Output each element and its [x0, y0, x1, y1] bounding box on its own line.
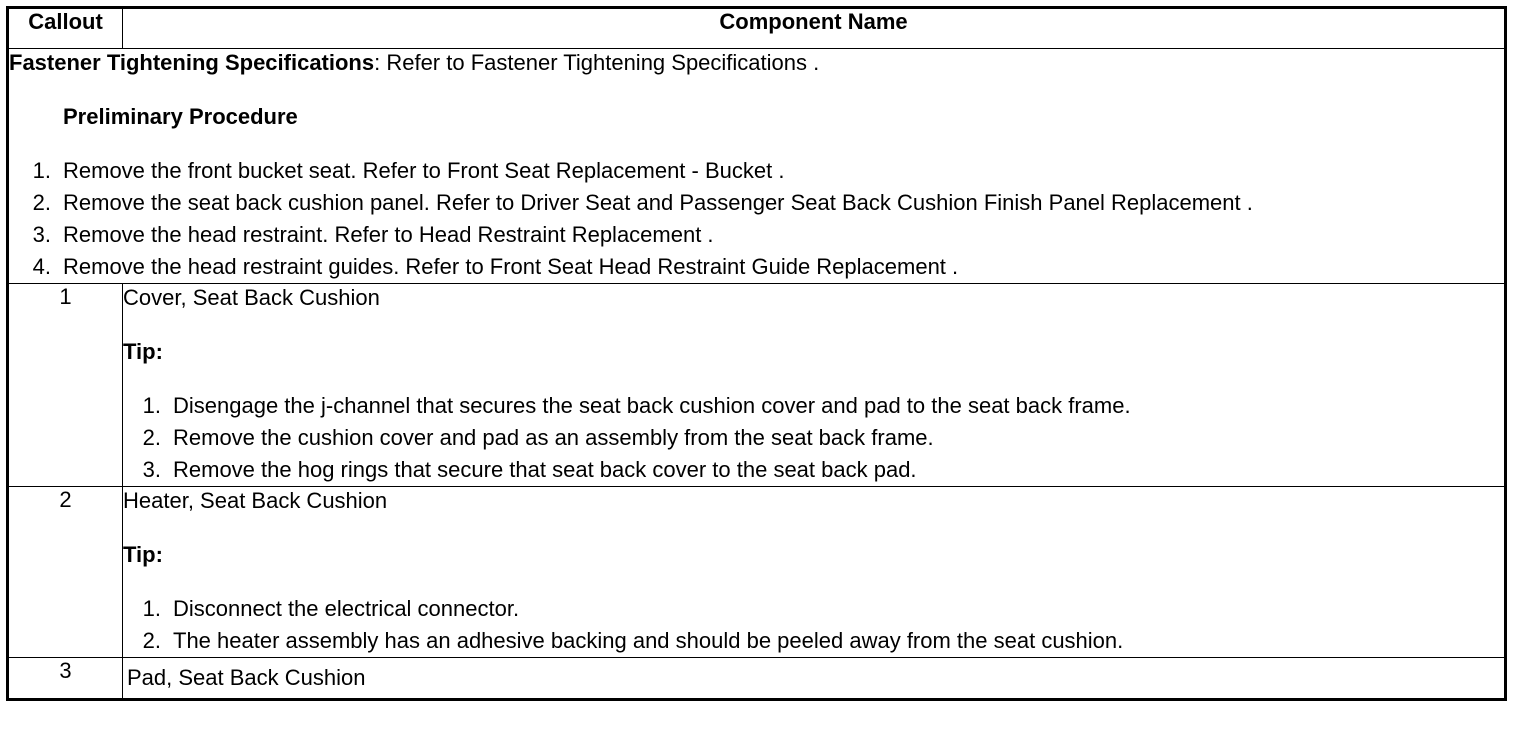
step-number: 2.: [32, 190, 51, 215]
table-row: [8, 284, 1506, 487]
step-text: Remove the front bucket seat. Refer to Front Seat Replacement - Bucket .: [63, 158, 785, 183]
list-item: [9, 251, 1504, 283]
tip-number: 1.: [142, 596, 161, 621]
tip-text: Remove the cushion cover and pad as an assembly from the seat back frame.: [173, 425, 934, 450]
tip-list: [123, 593, 1504, 657]
preliminary-cell: [8, 49, 1506, 284]
preliminary-row: [8, 49, 1506, 284]
step-text: Remove the head restraint. Refer to Head Restraint Replacement .: [63, 222, 714, 247]
step-number: 1.: [32, 158, 51, 183]
preliminary-steps-list: [9, 155, 1504, 283]
list-item: [123, 593, 1504, 625]
tip-label: Tip:: [123, 339, 163, 364]
component-name: Cover, Seat Back Cushion: [123, 285, 380, 310]
component-table: [6, 6, 1507, 701]
fastener-spec-line: [9, 49, 1504, 77]
step-text: Remove the seat back cushion panel. Refer to Driver Seat and Passenger Seat Back Cushion Finish Panel Replacement .: [63, 190, 1253, 215]
callout-number: 3: [8, 658, 123, 700]
list-item: [123, 625, 1504, 657]
component-name: Pad, Seat Back Cushion: [127, 665, 366, 690]
preliminary-procedure-heading: Preliminary Procedure: [63, 104, 298, 129]
component-cell: [123, 284, 1506, 487]
tip-text: Remove the hog rings that secure that seat back cover to the seat back pad.: [173, 457, 917, 482]
list-item: [123, 454, 1504, 486]
fastener-spec-text: : Refer to Fastener Tightening Specifications .: [374, 50, 820, 75]
tip-label: Tip:: [123, 542, 163, 567]
step-text: Remove the head restraint guides. Refer to Front Seat Head Restraint Guide Replacement .: [63, 254, 959, 279]
step-number: 4.: [32, 254, 51, 279]
table-row: [8, 658, 1506, 700]
callout-number: 2: [8, 487, 123, 658]
component-name: Heater, Seat Back Cushion: [123, 488, 388, 513]
tip-text: Disengage the j-channel that secures the seat back cushion cover and pad to the seat back frame.: [173, 393, 1131, 418]
callout-column-header: Callout: [8, 8, 123, 49]
tip-text: The heater assembly has an adhesive backing and should be peeled away from the seat cushion.: [173, 628, 1124, 653]
tip-number: 1.: [142, 393, 161, 418]
list-item: [9, 219, 1504, 251]
component-cell: [123, 658, 1506, 700]
component-name-column-header: Component Name: [123, 8, 1506, 49]
tip-number: 2.: [142, 425, 161, 450]
table-row: [8, 487, 1506, 658]
list-item: [9, 155, 1504, 187]
callout-number: 1: [8, 284, 123, 487]
tip-text: Disconnect the electrical connector.: [173, 596, 520, 621]
list-item: [123, 390, 1504, 422]
component-cell: [123, 487, 1506, 658]
step-number: 3.: [32, 222, 51, 247]
list-item: [123, 422, 1504, 454]
fastener-spec-label: Fastener Tightening Specifications: [9, 50, 375, 75]
tip-number: 3.: [142, 457, 161, 482]
tip-list: [123, 390, 1504, 486]
table-header-row: [8, 8, 1506, 49]
list-item: [9, 187, 1504, 219]
tip-number: 2.: [142, 628, 161, 653]
